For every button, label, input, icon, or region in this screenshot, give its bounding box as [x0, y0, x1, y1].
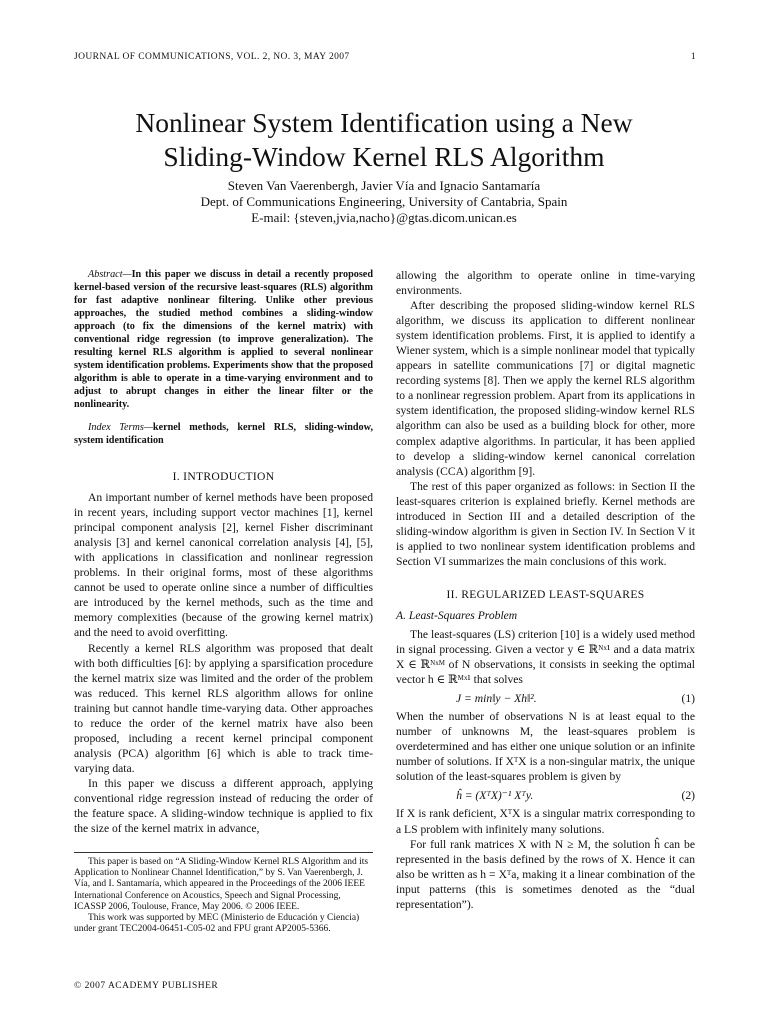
abstract-text: In this paper we discuss in detail a recently proposed kernel-based version of the recursive least-squares (RLS) algorithm for fast adaptive nonlinear filtering. Unlike other previous approaches, the studied method combines a sliding-window approach (to fix the dimensions of the kernel matrix) with conventional ridge regression (to improve generalization). The resulting kernel RLS algorithm is applied to several nonlinear system identification problems. Experiments show that the proposed algorithm is able to operate in a time-varying environment and to adjust to abrupt changes in either the linear filter or the nonlinearity.: [74, 269, 373, 410]
author-email: E-mail: {steven,jvia,nacho}@gtas.dicom.unican.es: [251, 210, 517, 225]
author-affiliation: Dept. of Communications Engineering, University of Cantabria, Spain: [200, 194, 568, 209]
paper-title: [60, 106, 708, 174]
index-terms: [74, 421, 373, 447]
intro-paragraph-2: Recently a kernel RLS algorithm was proposed that dealt with both difficulties [6]: by applying a sparsification procedure the kernel matrix size was limited and the order of the problem was reduced. This kernel RLS algorithm allows for online training but cannot handle time-varying data. Other approaches to reduce the order of the kernel matrix have also been proposed, including a recent kernel principal component analysis (PCA) algorithm [6] which is able to track time-varying data.: [74, 641, 373, 775]
equation-1-body: J = min‖y − Xh‖².: [456, 691, 537, 705]
right-column: [396, 268, 695, 912]
intro-paragraph-5: The rest of this paper organized as follows: in Section II the least-squares criterion is explained briefly. Kernel methods are introduced in Section III and a detailed description of the sliding-window algorithm is given in Section IV. In Section V it is applied to two nonlinear system identification problems and Section VI summarizes the main conclusions of this work.: [396, 479, 695, 568]
page-number: 1: [690, 52, 696, 62]
title-line-2: Sliding-Window Kernel RLS Algorithm: [163, 141, 605, 172]
section-heading-regularized-ls: II. REGULARIZED LEAST-SQUARES: [446, 587, 645, 601]
ls-paragraph-2: When the number of observations N is at least equal to the number of unknowns M, the least-squares problem is overdetermined and has either one unique solution or an infinite number of solutions. If XᵀX is a non-singular matrix, the unique solution of the least-squares problem is given by: [396, 710, 695, 784]
abstract: [74, 268, 373, 411]
intro-paragraph-3: In this paper we discuss a different approach, applying conventional ridge regression instead of reducing the order of the feature space. A sliding-window technique is applied to fix the size of the kernel matrix in advance,: [74, 776, 373, 836]
intro-paragraph-3-continued: allowing the algorithm to operate online in time-varying environments.: [396, 269, 695, 298]
index-terms-label: Index Terms—: [88, 422, 153, 433]
intro-paragraph-1: An important number of kernel methods have been proposed in recent years, including support vector machines [1], kernel principal component analysis [2], kernel Fisher discriminant analysis [3] and kernel canonical correlation analysis [4], [5], with applications in classification and nonlinear regression problems. In their original forms, most of these algorithms cannot be used to operate online since a number of difficulties are introduced by the kernel methods, such as the time and memory complexities (because of the growing kernel matrix) and the need to avoid overfitting.: [74, 491, 373, 640]
running-header: [74, 52, 696, 62]
ls-paragraph-1: The least-squares (LS) criterion [10] is a widely used method in signal processing. Given a vector y ∈ ℝᴺˣ¹ and a data matrix X ∈ ℝᴺˣᴹ of N observations, it consists in seeking the optimal vector h ∈ ℝᴹˣ¹ that solves: [396, 628, 695, 687]
footnote-2: This work was supported by MEC (Ministerio de Educación y Ciencia) under grant TEC2004-06451-C05-02 and FPU grant AP2005-5366.: [74, 913, 360, 935]
equation-1-number: (1): [681, 691, 695, 705]
equation-1: [396, 687, 695, 709]
footnote-1: This paper is based on “A Sliding-Window Kernel RLS Algorithm and its Application to Nonlinear Channel Identification,” by S. Van Vaerenbergh, J. Vía, and I. Santamaría, which appeared in the Proceedings of the 2006 IEEE International Conference on Acoustics, Speech and Signal Processing, ICASSP 2006, Toulouse, France, May 2006. © 2006 IEEE.: [74, 857, 369, 912]
abstract-label: Abstract—: [88, 269, 132, 280]
author-names: Steven Van Vaerenbergh, Javier Vía and Ignacio Santamaría: [227, 178, 541, 193]
footnotes: [74, 852, 373, 935]
equation-2-number: (2): [681, 788, 695, 802]
index-terms-text: kernel methods, kernel RLS, sliding-window, system identification: [74, 422, 373, 446]
journal-name: JOURNAL OF COMMUNICATIONS, VOL. 2, NO. 3, MAY 2007: [74, 52, 350, 62]
equation-2: [396, 784, 695, 806]
subsection-heading-ls-problem: A. Least-Squares Problem: [396, 608, 518, 622]
equation-2-body: ĥ = (XᵀX)⁻¹ Xᵀy.: [456, 788, 534, 802]
title-line-1: Nonlinear System Identification using a New: [135, 107, 633, 138]
ls-paragraph-4: For full rank matrices X with N ≥ M, the solution ĥ can be represented in the basis defined by the rows of X. Hence it can also be written as h = Xᵀa, making it a linear combination of the input patterns (this is sometimes denoted as the “dual representation”).: [396, 837, 695, 911]
publisher-footer: © 2007 ACADEMY PUBLISHER: [74, 981, 219, 991]
author-block: [60, 178, 708, 226]
left-column: [74, 268, 373, 836]
intro-paragraph-4: After describing the proposed sliding-window kernel RLS algorithm, we discuss its application to different nonlinear system identification problems. First, it is applied to identify a Wiener system, which is a simple nonlinear model that typically appears in satellite communications [7] or digital magnetic recording systems [8]. Then we apply the kernel RLS algorithm to a nonlinear regression problem. Apart from its applications in system identification, the proposed sliding-window kernel RLS algorithm can also be used as a building block for other, more complex adaptive algorithms. In particular, it has been applied to develop a sliding-window kernel canonical correlation analysis (CCA) algorithm [9].: [396, 299, 695, 478]
section-heading-introduction: I. INTRODUCTION: [172, 470, 275, 483]
ls-paragraph-3: If X is rank deficient, XᵀX is a singular matrix corresponding to a LS problem with infinitely many solutions.: [396, 807, 695, 836]
